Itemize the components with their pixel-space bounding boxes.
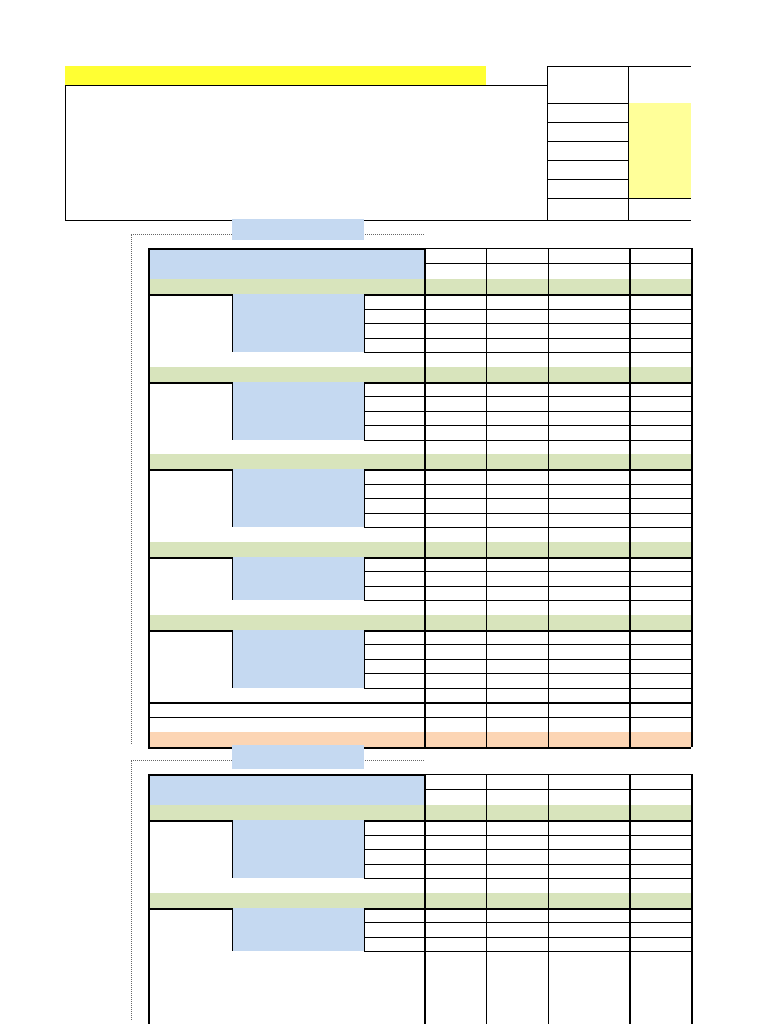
weight-input-bench[interactable] — [629, 122, 691, 141]
weight-input-clean[interactable] — [629, 179, 691, 198]
warmup-label — [232, 630, 364, 688]
warmup-label — [232, 908, 364, 952]
weight-value — [629, 849, 691, 864]
set-scheme — [364, 484, 424, 499]
backex-name — [148, 702, 232, 717]
weight-value — [424, 557, 486, 572]
weight-value — [629, 922, 691, 937]
scheme-label — [629, 279, 691, 294]
exercise-name — [148, 294, 232, 367]
weight-value — [548, 382, 629, 397]
weight-value — [424, 820, 486, 835]
exercise-deadlift — [548, 160, 628, 179]
set-scheme — [364, 922, 424, 937]
grid-line — [65, 85, 66, 220]
weight-value — [548, 425, 629, 440]
set-scheme — [364, 309, 424, 324]
week-label — [424, 760, 629, 774]
grid-line — [364, 382, 365, 440]
effective-value — [424, 352, 486, 367]
volume-value — [629, 732, 691, 747]
set-scheme — [364, 323, 424, 338]
weight-value — [486, 513, 548, 528]
grid-line — [547, 198, 691, 199]
set-scheme — [364, 820, 424, 835]
day-type — [424, 789, 486, 805]
grid-line — [424, 789, 691, 790]
set-scheme — [364, 425, 424, 440]
exercise-name — [148, 557, 232, 615]
grid-line — [148, 248, 424, 250]
day-header — [548, 248, 629, 263]
weight-value — [548, 294, 629, 309]
weight-value — [629, 908, 691, 923]
day-header — [486, 774, 548, 789]
weight-value — [548, 644, 629, 659]
grid-line — [148, 774, 150, 1024]
set-scheme — [364, 557, 424, 572]
scheme-label — [629, 893, 691, 908]
scheme-label — [486, 279, 548, 294]
weight-value — [629, 498, 691, 513]
weight-value — [548, 864, 629, 879]
set-scheme — [364, 382, 424, 397]
weight-value — [629, 586, 691, 601]
scheme-label — [548, 367, 629, 382]
weight-value — [486, 835, 548, 850]
grid-line — [629, 774, 631, 1024]
weight-value — [424, 571, 486, 586]
grid-line — [364, 294, 365, 352]
exercise-name — [148, 469, 232, 542]
grid-line — [364, 820, 365, 878]
grid-line — [364, 908, 365, 952]
grid-line — [424, 774, 426, 1024]
grid-line — [148, 774, 424, 776]
weight-value — [424, 396, 486, 411]
day-type — [548, 789, 629, 805]
effective-sets-label — [232, 527, 424, 542]
set-scheme — [364, 571, 424, 586]
set-scheme — [364, 659, 424, 674]
website-link[interactable] — [65, 66, 486, 85]
warmup-label — [232, 469, 364, 527]
weight-value — [629, 469, 691, 484]
scheme-label — [424, 367, 486, 382]
grid-line — [364, 630, 365, 688]
scheme-label — [424, 279, 486, 294]
scheme-label — [424, 805, 486, 820]
set-scheme — [364, 835, 424, 850]
weight-input-press[interactable] — [629, 141, 691, 160]
weight-value — [424, 835, 486, 850]
weight-value — [548, 835, 629, 850]
day-type — [548, 263, 629, 279]
weight-value — [486, 864, 548, 879]
effective-value — [424, 600, 486, 615]
grid-line — [232, 382, 233, 440]
set-scheme — [364, 864, 424, 879]
exercise-name — [148, 382, 232, 455]
grid-line — [364, 557, 365, 601]
week-label — [424, 234, 629, 248]
sets-label — [364, 248, 424, 279]
scheme-label — [486, 805, 548, 820]
warmup-label — [232, 294, 364, 352]
weight-value — [629, 864, 691, 879]
weight-value — [486, 469, 548, 484]
exercise-header — [548, 67, 628, 103]
grid-line — [424, 263, 691, 264]
set-scheme — [364, 469, 424, 484]
effective-value — [548, 878, 629, 893]
dominadas-name — [148, 717, 232, 732]
weight-value — [424, 586, 486, 601]
grid-line — [548, 248, 549, 747]
set-scheme — [364, 294, 424, 309]
weight-value — [486, 294, 548, 309]
volume-value — [548, 732, 629, 747]
set-scheme — [364, 338, 424, 353]
weight-value — [629, 937, 691, 952]
grid-line — [486, 774, 487, 1024]
effective-sets-label — [232, 600, 424, 615]
grid-line — [232, 630, 233, 688]
weight-value — [486, 820, 548, 835]
grid-line — [691, 248, 693, 747]
weight-value — [548, 820, 629, 835]
dotted-frame — [131, 234, 132, 744]
grid-line — [691, 774, 693, 1024]
set-scheme — [364, 908, 424, 923]
weight-value — [486, 338, 548, 353]
instructions-text — [70, 128, 544, 174]
effective-value — [424, 440, 486, 455]
day-header — [486, 248, 548, 263]
grid-line — [232, 908, 233, 952]
set-scheme — [364, 673, 424, 688]
warmup-label — [232, 557, 364, 601]
weight-value — [424, 294, 486, 309]
effective-sets-label — [232, 440, 424, 455]
backex-value — [486, 702, 548, 717]
scheme-row — [148, 542, 691, 557]
weight-value — [486, 309, 548, 324]
set-scheme — [364, 411, 424, 426]
grid-line — [364, 469, 365, 527]
dominadas-label — [232, 717, 424, 732]
warmup-label — [232, 820, 364, 878]
scheme-label — [486, 893, 548, 908]
weight-value — [486, 922, 548, 937]
weight-value — [424, 864, 486, 879]
set-scheme — [364, 644, 424, 659]
weight-value — [548, 673, 629, 688]
exercise-name — [148, 820, 232, 893]
exercise-clean — [548, 179, 628, 198]
effective-value — [629, 352, 691, 367]
grid-line — [547, 220, 691, 221]
scheme-label — [548, 615, 629, 630]
blue-strip — [232, 745, 364, 766]
set-scheme — [364, 630, 424, 645]
effective-value — [548, 352, 629, 367]
weight-value — [424, 411, 486, 426]
scheme-row — [148, 893, 691, 908]
effective-value — [548, 440, 629, 455]
effective-value — [629, 600, 691, 615]
day-type — [486, 263, 548, 279]
scheme-label — [548, 279, 629, 294]
day-type — [629, 263, 691, 279]
scheme-label — [629, 542, 691, 557]
blue-strip — [232, 219, 364, 240]
backex-label — [232, 702, 424, 717]
day-type — [629, 789, 691, 805]
weight-value — [629, 557, 691, 572]
weight-value — [548, 411, 629, 426]
weight-value — [486, 849, 548, 864]
weight-value — [486, 323, 548, 338]
dotted-frame — [131, 760, 132, 1020]
weight-input-squat[interactable] — [629, 103, 691, 122]
weight-value — [548, 309, 629, 324]
grid-line — [232, 557, 233, 601]
grid-line — [148, 248, 150, 747]
grid-line — [548, 774, 549, 1024]
scheme-label — [424, 542, 486, 557]
set-scheme — [364, 513, 424, 528]
grid-line — [486, 248, 487, 747]
set-scheme — [364, 396, 424, 411]
weight-value — [424, 338, 486, 353]
weight-value — [629, 571, 691, 586]
weight-value — [424, 425, 486, 440]
grid-line — [424, 248, 426, 747]
day-header — [424, 248, 486, 263]
effective-sets-label — [232, 352, 424, 367]
effective-value — [486, 352, 548, 367]
effective-value — [629, 527, 691, 542]
scheme-label — [629, 454, 691, 469]
weight-value — [629, 820, 691, 835]
effective-sets-label — [232, 688, 424, 703]
scheme-row — [148, 454, 691, 469]
exercise-squat — [548, 103, 628, 122]
weight-value — [548, 659, 629, 674]
scheme-label — [548, 805, 629, 820]
warmup-label — [232, 382, 364, 440]
grid-line — [148, 747, 691, 749]
weight-value — [548, 849, 629, 864]
grid-line — [629, 248, 631, 747]
dominadas-value — [486, 717, 548, 732]
weight-input-deadlift[interactable] — [629, 160, 691, 179]
weight-value — [548, 338, 629, 353]
effective-value — [486, 527, 548, 542]
grid-line — [232, 294, 233, 352]
effective-value — [548, 688, 629, 703]
exercise-name — [148, 630, 232, 703]
weight-header — [629, 67, 691, 103]
weight-value — [486, 908, 548, 923]
weight-value — [629, 309, 691, 324]
sets-label — [364, 774, 424, 805]
weight-value — [548, 323, 629, 338]
set-scheme — [364, 586, 424, 601]
effective-value — [424, 878, 486, 893]
effective-value — [486, 878, 548, 893]
table-title — [148, 248, 364, 279]
day-type — [486, 789, 548, 805]
grid-line — [232, 820, 233, 878]
day-header — [424, 774, 486, 789]
day-type — [424, 263, 486, 279]
set-scheme — [364, 937, 424, 952]
weight-value — [548, 396, 629, 411]
volume-value — [486, 732, 548, 747]
set-scheme — [364, 849, 424, 864]
grid-line — [232, 469, 233, 527]
weight-value — [486, 484, 548, 499]
grid-line — [364, 951, 691, 952]
weight-value — [424, 309, 486, 324]
weight-value — [629, 294, 691, 309]
weight-value — [548, 630, 629, 645]
day-header — [629, 774, 691, 789]
exercise-press — [548, 141, 628, 160]
set-scheme — [364, 498, 424, 513]
weight-value — [486, 498, 548, 513]
day-header — [629, 248, 691, 263]
scheme-label — [629, 805, 691, 820]
weight-value — [629, 835, 691, 850]
weight-value — [424, 382, 486, 397]
day-header — [548, 774, 629, 789]
exercise-bench — [548, 122, 628, 141]
weight-value — [629, 323, 691, 338]
exercise-name — [148, 908, 232, 952]
weight-value — [629, 338, 691, 353]
effective-sets-label — [232, 878, 424, 893]
weight-value — [629, 484, 691, 499]
weight-value — [424, 849, 486, 864]
effective-value — [629, 878, 691, 893]
table-title — [148, 774, 364, 805]
weight-value — [629, 513, 691, 528]
scheme-label — [486, 454, 548, 469]
weight-value — [424, 323, 486, 338]
volume-value — [424, 732, 486, 747]
grid-line — [65, 85, 548, 86]
weight-value — [486, 937, 548, 952]
